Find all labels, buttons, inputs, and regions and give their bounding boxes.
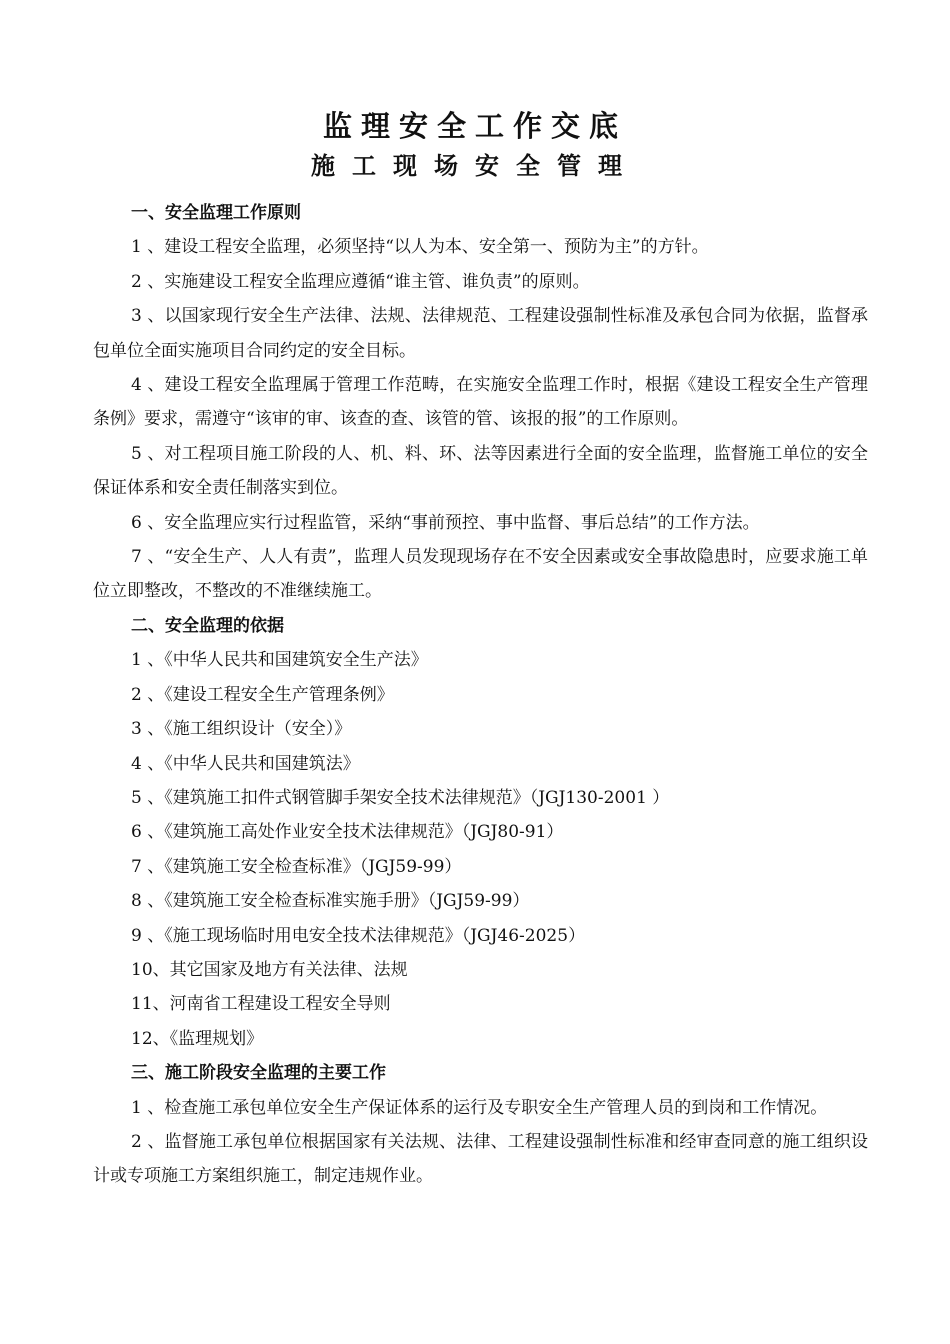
basis-item: 11、河南省工程建设工程安全导则 (131, 994, 391, 1015)
section-heading-basis: 二、安全监理的依据 (131, 615, 284, 636)
principle-item: 6 、安全监理应实行过程监管，采纳“事前预控、事中监督、事后总结”的工作方法。 (131, 512, 760, 533)
principle-item: 2 、实施建设工程安全监理应遵循“谁主管、谁负责”的原则。 (131, 271, 590, 292)
basis-item: 6 、《建筑施工高处作业安全技术法律规范》（JGJ80-91） (131, 822, 564, 843)
section-heading-main-work: 三、施工阶段安全监理的主要工作 (131, 1063, 386, 1084)
principle-item: 5 、对工程项目施工阶段的人、机、料、环、法等因素进行全面的安全监理，监督施工单位的安全保证体系和安全责任制落实到位。 (93, 443, 868, 499)
basis-item: 1 、《中华人民共和国建筑安全生产法》 (131, 650, 428, 671)
basis-item: 2 、《建设工程安全生产管理条例》 (131, 684, 394, 705)
principle-item: 1 、建设工程安全监理，必须坚持“以人为本、安全第一、预防为主”的方针。 (131, 237, 709, 258)
principle-item: 3 、以国家现行安全生产法律、法规、法律规范、工程建设强制性标准及承包合同为依据，监督承包单位全面实施项目合同约定的安全目标。 (93, 306, 868, 361)
principle-item: 4 、建设工程安全监理属于管理工作范畴，在实施安全监理工作时，根据《建设工程安全生产管理条例》要求，需遵守“该审的审、该查的查、该管的管、该报的报”的工作原则。 (93, 375, 868, 430)
basis-item: 10、其它国家及地方有关法律、法规 (131, 959, 408, 980)
document-body (93, 196, 868, 1194)
basis-item: 5 、《建筑施工扣件式钢管脚手架安全技术法律规范》（JGJ130-2001 ） (131, 787, 670, 808)
basis-item: 4 、《中华人民共和国建筑法》 (131, 753, 360, 774)
basis-item: 9 、《施工现场临时用电安全技术法律规范》（JGJ46-2025） (131, 925, 586, 946)
main-work-item: 1 、检查施工承包单位安全生产保证体系的运行及专职安全生产管理人员的到岗和工作情况。 (131, 1097, 828, 1118)
section-heading-principles: 一、安全监理工作原则 (131, 203, 301, 223)
principle-item: 7 、“安全生产、人人有责”，监理人员发现现场存在不安全因素或安全事故隐患时，应要求施工单位立即整改，不整改的不准继续施工。 (93, 547, 868, 602)
main-work-item: 2 、监督施工承包单位根据国家有关法规、法律、工程建设强制性标准和经审查同意的施工组织设计或专项施工方案组织施工，制定违规作业。 (93, 1131, 868, 1187)
document-title: 监理安全工作交底 (322, 109, 627, 143)
document-subtitle: 施工现场安全管理 (311, 151, 639, 180)
basis-item: 8 、《建筑施工安全检查标准实施手册》（JGJ59-99） (131, 891, 530, 912)
basis-item: 7 、《建筑施工安全检查标准》（JGJ59-99） (131, 856, 462, 877)
basis-item: 12、《监理规划》 (131, 1028, 264, 1049)
basis-item: 3 、《施工组织设计（安全）》 (131, 719, 352, 740)
